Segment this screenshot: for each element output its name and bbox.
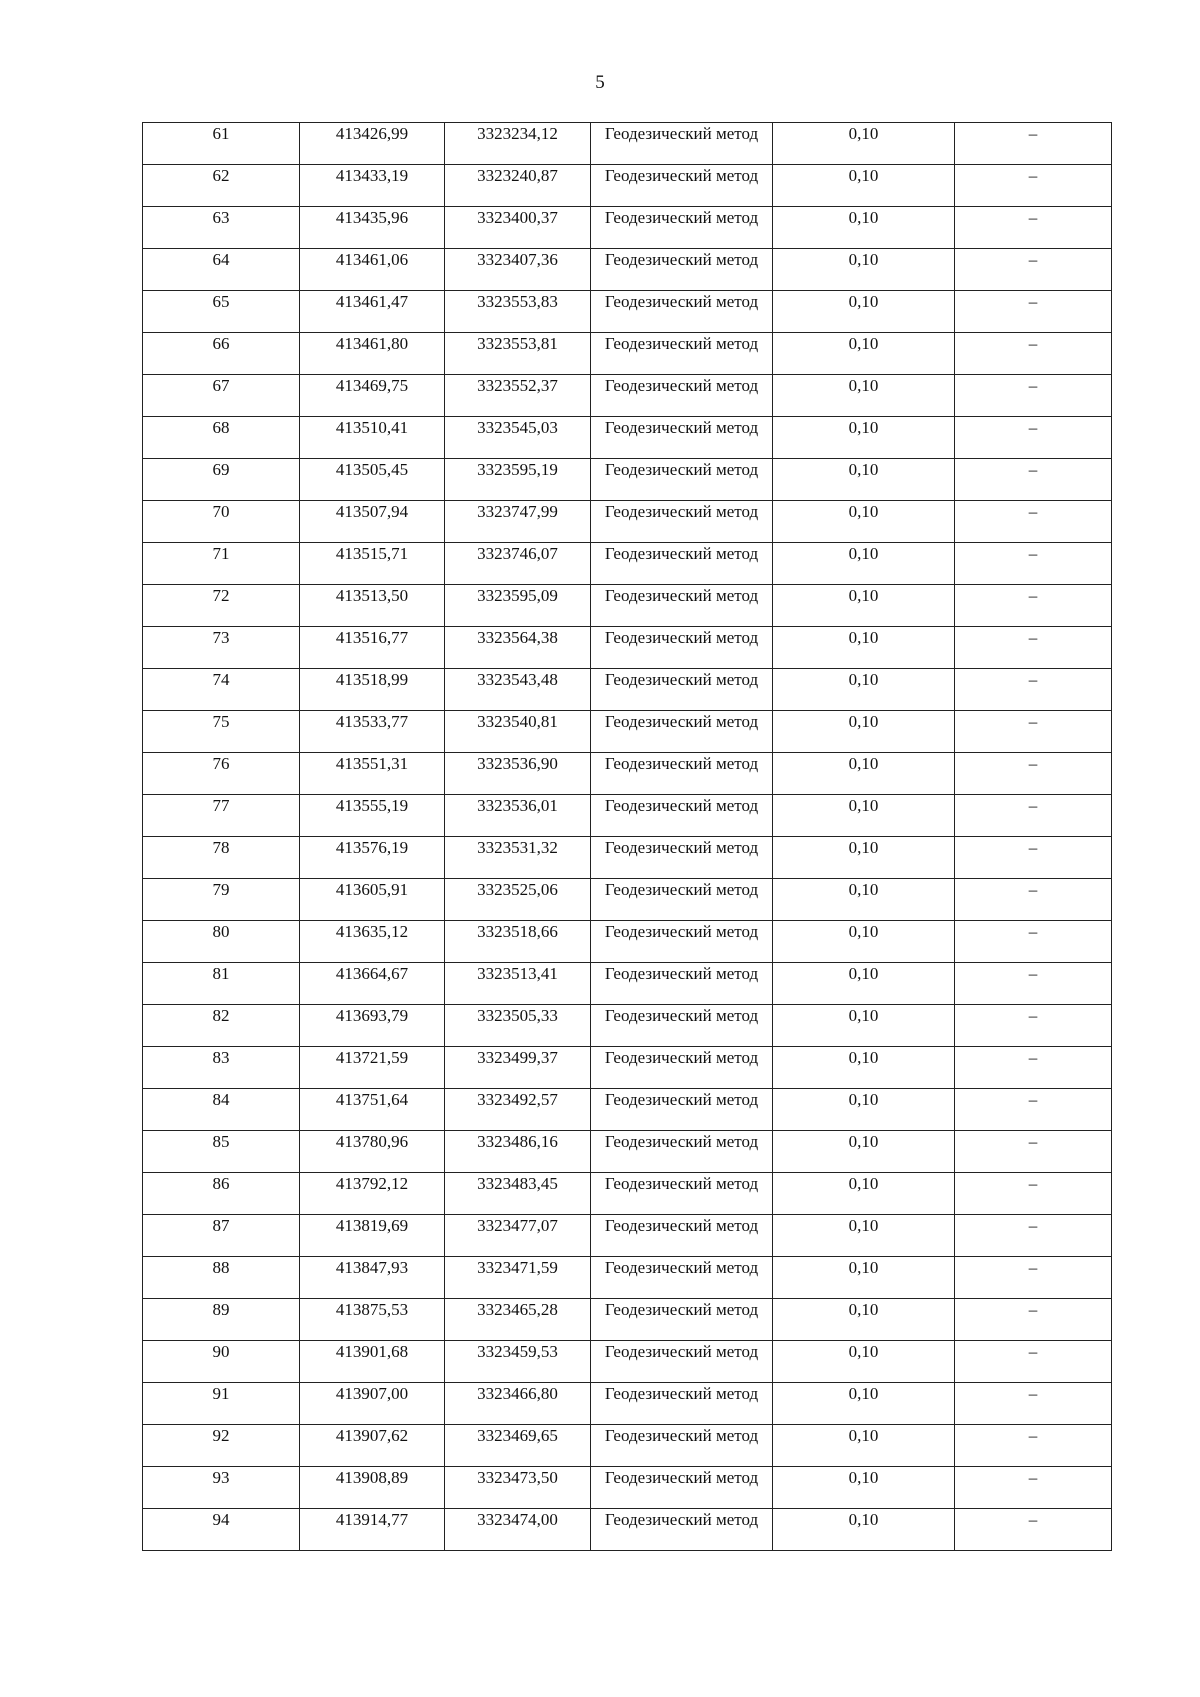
note-cell: – [955,585,1112,627]
accuracy-cell: 0,10 [773,543,955,585]
x-coordinate-cell: 413907,00 [300,1383,445,1425]
point-number-cell: 90 [143,1341,300,1383]
accuracy-cell: 0,10 [773,627,955,669]
point-number-cell: 81 [143,963,300,1005]
accuracy-cell: 0,10 [773,1173,955,1215]
x-coordinate-cell: 413426,99 [300,123,445,165]
table-row [143,795,1112,837]
point-number-cell: 91 [143,1383,300,1425]
point-number-cell: 68 [143,417,300,459]
note-cell: – [955,711,1112,753]
method-cell: Геодезический метод [591,543,773,585]
note-cell: – [955,1089,1112,1131]
y-coordinate-cell: 3323400,37 [445,207,591,249]
y-coordinate-cell: 3323553,83 [445,291,591,333]
x-coordinate-cell: 413664,67 [300,963,445,1005]
accuracy-cell: 0,10 [773,1089,955,1131]
table-row [143,1509,1112,1551]
note-cell: – [955,627,1112,669]
table-row [143,165,1112,207]
point-number-cell: 78 [143,837,300,879]
y-coordinate-cell: 3323471,59 [445,1257,591,1299]
table-row [143,249,1112,291]
y-coordinate-cell: 3323553,81 [445,333,591,375]
x-coordinate-cell: 413551,31 [300,753,445,795]
point-number-cell: 89 [143,1299,300,1341]
y-coordinate-cell: 3323473,50 [445,1467,591,1509]
accuracy-cell: 0,10 [773,417,955,459]
accuracy-cell: 0,10 [773,291,955,333]
y-coordinate-cell: 3323486,16 [445,1131,591,1173]
x-coordinate-cell: 413780,96 [300,1131,445,1173]
x-coordinate-cell: 413635,12 [300,921,445,963]
note-cell: – [955,249,1112,291]
note-cell: – [955,417,1112,459]
table-row [143,1257,1112,1299]
y-coordinate-cell: 3323240,87 [445,165,591,207]
table-row [143,417,1112,459]
point-number-cell: 74 [143,669,300,711]
y-coordinate-cell: 3323499,37 [445,1047,591,1089]
accuracy-cell: 0,10 [773,1509,955,1551]
x-coordinate-cell: 413461,47 [300,291,445,333]
method-cell: Геодезический метод [591,123,773,165]
accuracy-cell: 0,10 [773,165,955,207]
coordinates-table [142,122,1112,1551]
table-row [143,1089,1112,1131]
point-number-cell: 66 [143,333,300,375]
note-cell: – [955,1173,1112,1215]
y-coordinate-cell: 3323474,00 [445,1509,591,1551]
method-cell: Геодезический метод [591,1089,773,1131]
y-coordinate-cell: 3323469,65 [445,1425,591,1467]
note-cell: – [955,1047,1112,1089]
accuracy-cell: 0,10 [773,1047,955,1089]
x-coordinate-cell: 413751,64 [300,1089,445,1131]
y-coordinate-cell: 3323465,28 [445,1299,591,1341]
note-cell: – [955,669,1112,711]
x-coordinate-cell: 413516,77 [300,627,445,669]
table-row [143,1383,1112,1425]
method-cell: Геодезический метод [591,1215,773,1257]
note-cell: – [955,1005,1112,1047]
method-cell: Геодезический метод [591,207,773,249]
accuracy-cell: 0,10 [773,1131,955,1173]
note-cell: – [955,921,1112,963]
accuracy-cell: 0,10 [773,921,955,963]
accuracy-cell: 0,10 [773,753,955,795]
y-coordinate-cell: 3323477,07 [445,1215,591,1257]
accuracy-cell: 0,10 [773,1383,955,1425]
x-coordinate-cell: 413605,91 [300,879,445,921]
y-coordinate-cell: 3323505,33 [445,1005,591,1047]
method-cell: Геодезический метод [591,1047,773,1089]
point-number-cell: 73 [143,627,300,669]
point-number-cell: 79 [143,879,300,921]
y-coordinate-cell: 3323564,38 [445,627,591,669]
table-row [143,1215,1112,1257]
coordinates-table-body [143,123,1112,1551]
x-coordinate-cell: 413515,71 [300,543,445,585]
x-coordinate-cell: 413819,69 [300,1215,445,1257]
x-coordinate-cell: 413533,77 [300,711,445,753]
point-number-cell: 88 [143,1257,300,1299]
x-coordinate-cell: 413792,12 [300,1173,445,1215]
note-cell: – [955,879,1112,921]
method-cell: Геодезический метод [591,1257,773,1299]
table-row [143,1425,1112,1467]
method-cell: Геодезический метод [591,921,773,963]
accuracy-cell: 0,10 [773,207,955,249]
point-number-cell: 63 [143,207,300,249]
method-cell: Геодезический метод [591,375,773,417]
accuracy-cell: 0,10 [773,837,955,879]
point-number-cell: 82 [143,1005,300,1047]
accuracy-cell: 0,10 [773,711,955,753]
point-number-cell: 76 [143,753,300,795]
x-coordinate-cell: 413433,19 [300,165,445,207]
table-row [143,627,1112,669]
table-row [143,291,1112,333]
table-row [143,963,1112,1005]
method-cell: Геодезический метод [591,1467,773,1509]
table-row [143,711,1112,753]
method-cell: Геодезический метод [591,417,773,459]
x-coordinate-cell: 413908,89 [300,1467,445,1509]
method-cell: Геодезический метод [591,1425,773,1467]
method-cell: Геодезический метод [591,963,773,1005]
point-number-cell: 61 [143,123,300,165]
accuracy-cell: 0,10 [773,1425,955,1467]
accuracy-cell: 0,10 [773,585,955,627]
note-cell: – [955,963,1112,1005]
x-coordinate-cell: 413721,59 [300,1047,445,1089]
point-number-cell: 85 [143,1131,300,1173]
y-coordinate-cell: 3323595,19 [445,459,591,501]
accuracy-cell: 0,10 [773,1257,955,1299]
point-number-cell: 93 [143,1467,300,1509]
method-cell: Геодезический метод [591,879,773,921]
accuracy-cell: 0,10 [773,459,955,501]
accuracy-cell: 0,10 [773,333,955,375]
x-coordinate-cell: 413901,68 [300,1341,445,1383]
note-cell: – [955,1425,1112,1467]
point-number-cell: 64 [143,249,300,291]
method-cell: Геодезический метод [591,1131,773,1173]
note-cell: – [955,1341,1112,1383]
x-coordinate-cell: 413469,75 [300,375,445,417]
point-number-cell: 70 [143,501,300,543]
accuracy-cell: 0,10 [773,669,955,711]
point-number-cell: 94 [143,1509,300,1551]
table-row [143,1047,1112,1089]
x-coordinate-cell: 413907,62 [300,1425,445,1467]
table-row [143,333,1112,375]
accuracy-cell: 0,10 [773,1467,955,1509]
x-coordinate-cell: 413875,53 [300,1299,445,1341]
y-coordinate-cell: 3323746,07 [445,543,591,585]
note-cell: – [955,165,1112,207]
y-coordinate-cell: 3323595,09 [445,585,591,627]
method-cell: Геодезический метод [591,669,773,711]
y-coordinate-cell: 3323536,01 [445,795,591,837]
accuracy-cell: 0,10 [773,879,955,921]
method-cell: Геодезический метод [591,165,773,207]
accuracy-cell: 0,10 [773,1005,955,1047]
y-coordinate-cell: 3323518,66 [445,921,591,963]
note-cell: – [955,291,1112,333]
x-coordinate-cell: 413505,45 [300,459,445,501]
y-coordinate-cell: 3323492,57 [445,1089,591,1131]
table-row [143,207,1112,249]
y-coordinate-cell: 3323543,48 [445,669,591,711]
y-coordinate-cell: 3323525,06 [445,879,591,921]
method-cell: Геодезический метод [591,627,773,669]
table-row [143,1005,1112,1047]
method-cell: Геодезический метод [591,1173,773,1215]
method-cell: Геодезический метод [591,753,773,795]
note-cell: – [955,1467,1112,1509]
point-number-cell: 62 [143,165,300,207]
table-row [143,1299,1112,1341]
note-cell: – [955,1257,1112,1299]
method-cell: Геодезический метод [591,795,773,837]
accuracy-cell: 0,10 [773,1299,955,1341]
table-row [143,543,1112,585]
y-coordinate-cell: 3323459,53 [445,1341,591,1383]
note-cell: – [955,1215,1112,1257]
y-coordinate-cell: 3323234,12 [445,123,591,165]
table-row [143,123,1112,165]
x-coordinate-cell: 413847,93 [300,1257,445,1299]
y-coordinate-cell: 3323545,03 [445,417,591,459]
table-row [143,669,1112,711]
point-number-cell: 87 [143,1215,300,1257]
accuracy-cell: 0,10 [773,501,955,543]
method-cell: Геодезический метод [591,711,773,753]
table-row [143,1131,1112,1173]
y-coordinate-cell: 3323531,32 [445,837,591,879]
table-row [143,501,1112,543]
method-cell: Геодезический метод [591,1341,773,1383]
accuracy-cell: 0,10 [773,795,955,837]
table-row [143,459,1112,501]
point-number-cell: 71 [143,543,300,585]
accuracy-cell: 0,10 [773,963,955,1005]
x-coordinate-cell: 413518,99 [300,669,445,711]
method-cell: Геодезический метод [591,1299,773,1341]
note-cell: – [955,1131,1112,1173]
note-cell: – [955,837,1112,879]
method-cell: Геодезический метод [591,837,773,879]
note-cell: – [955,1509,1112,1551]
accuracy-cell: 0,10 [773,375,955,417]
note-cell: – [955,753,1112,795]
accuracy-cell: 0,10 [773,123,955,165]
table-row [143,585,1112,627]
x-coordinate-cell: 413461,80 [300,333,445,375]
accuracy-cell: 0,10 [773,1341,955,1383]
table-row [143,1173,1112,1215]
accuracy-cell: 0,10 [773,1215,955,1257]
y-coordinate-cell: 3323407,36 [445,249,591,291]
note-cell: – [955,459,1112,501]
method-cell: Геодезический метод [591,1509,773,1551]
y-coordinate-cell: 3323513,41 [445,963,591,1005]
page-number: 5 [595,72,605,93]
point-number-cell: 83 [143,1047,300,1089]
table-row [143,753,1112,795]
table-row [143,375,1112,417]
table-row [143,921,1112,963]
table-row [143,837,1112,879]
method-cell: Геодезический метод [591,585,773,627]
x-coordinate-cell: 413510,41 [300,417,445,459]
y-coordinate-cell: 3323536,90 [445,753,591,795]
y-coordinate-cell: 3323466,80 [445,1383,591,1425]
point-number-cell: 75 [143,711,300,753]
point-number-cell: 72 [143,585,300,627]
accuracy-cell: 0,10 [773,249,955,291]
method-cell: Геодезический метод [591,459,773,501]
point-number-cell: 84 [143,1089,300,1131]
y-coordinate-cell: 3323540,81 [445,711,591,753]
method-cell: Геодезический метод [591,501,773,543]
note-cell: – [955,1299,1112,1341]
method-cell: Геодезический метод [591,291,773,333]
table-row [143,1341,1112,1383]
note-cell: – [955,1383,1112,1425]
point-number-cell: 65 [143,291,300,333]
point-number-cell: 69 [143,459,300,501]
table-row [143,879,1112,921]
note-cell: – [955,543,1112,585]
method-cell: Геодезический метод [591,1005,773,1047]
x-coordinate-cell: 413461,06 [300,249,445,291]
method-cell: Геодезический метод [591,249,773,291]
note-cell: – [955,333,1112,375]
note-cell: – [955,375,1112,417]
x-coordinate-cell: 413693,79 [300,1005,445,1047]
method-cell: Геодезический метод [591,1383,773,1425]
note-cell: – [955,795,1112,837]
point-number-cell: 80 [143,921,300,963]
point-number-cell: 86 [143,1173,300,1215]
method-cell: Геодезический метод [591,333,773,375]
x-coordinate-cell: 413914,77 [300,1509,445,1551]
table-row [143,1467,1112,1509]
x-coordinate-cell: 413513,50 [300,585,445,627]
note-cell: – [955,501,1112,543]
point-number-cell: 67 [143,375,300,417]
x-coordinate-cell: 413507,94 [300,501,445,543]
y-coordinate-cell: 3323483,45 [445,1173,591,1215]
y-coordinate-cell: 3323747,99 [445,501,591,543]
x-coordinate-cell: 413555,19 [300,795,445,837]
point-number-cell: 92 [143,1425,300,1467]
point-number-cell: 77 [143,795,300,837]
x-coordinate-cell: 413435,96 [300,207,445,249]
y-coordinate-cell: 3323552,37 [445,375,591,417]
x-coordinate-cell: 413576,19 [300,837,445,879]
note-cell: – [955,123,1112,165]
note-cell: – [955,207,1112,249]
